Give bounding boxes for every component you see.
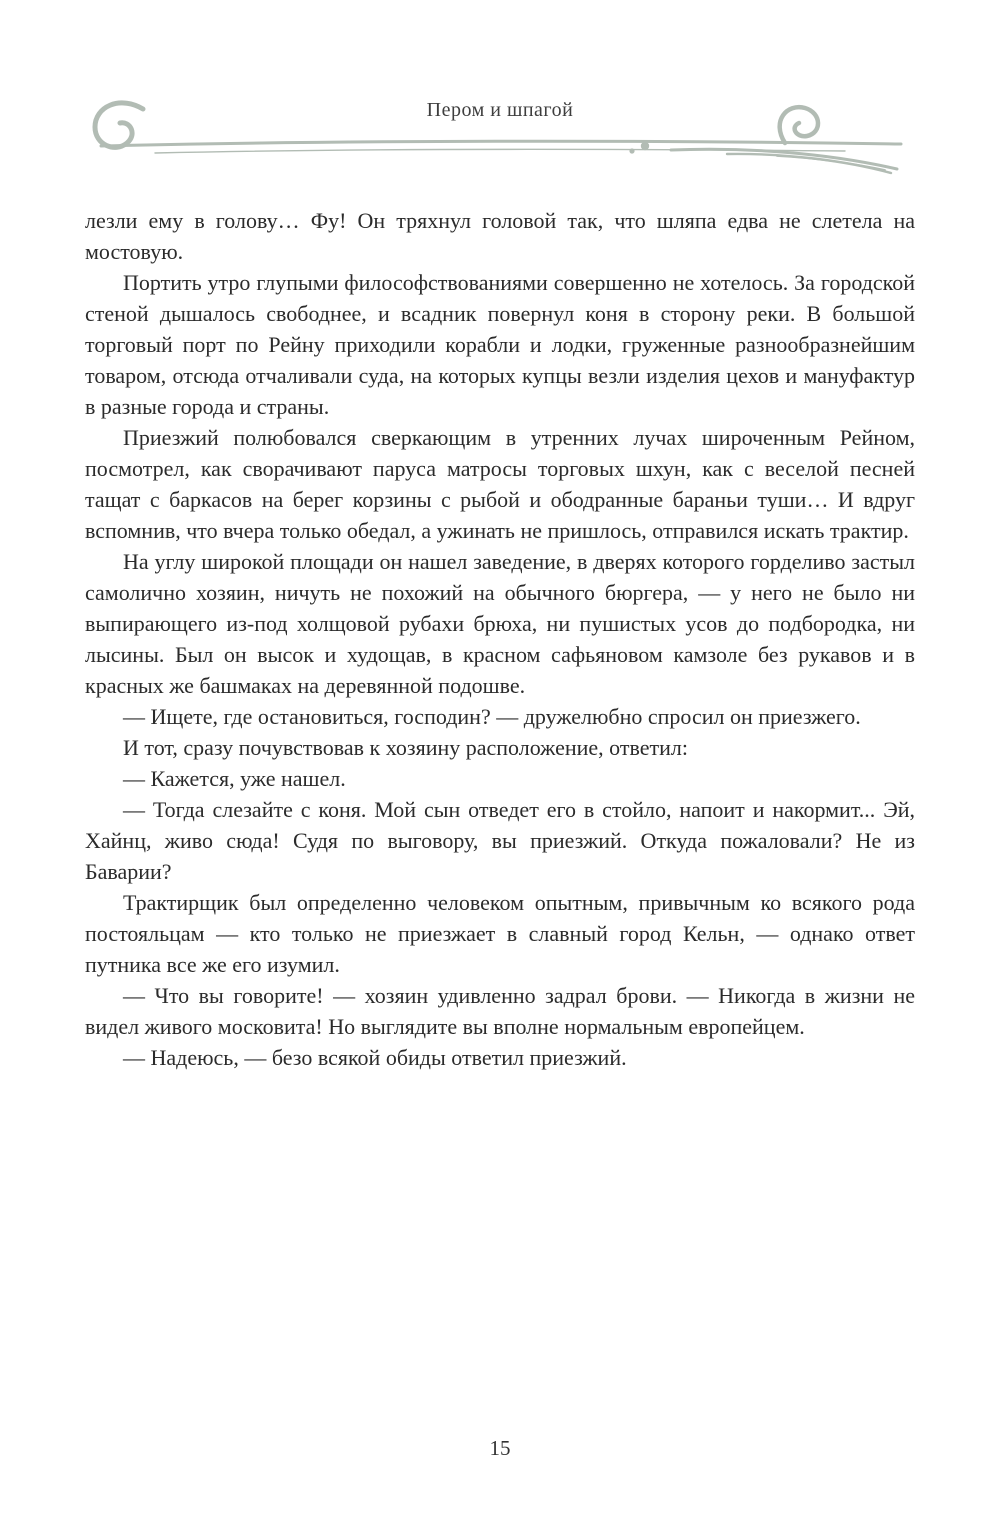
paragraph: — Кажется, уже нашел. (123, 766, 346, 791)
paragraph: На углу широкой площади он нашел заведение, в дверях которого горделиво застыл самолично хозяин, ничуть не похожий на обычного бюргера, — у него не было ни выпирающего из-под холщовой рубахи брюха, ни пушистых усов до подбородка, ни лысины. Был он высок и худощав, в красном сафьяновом камзоле без рукавов и в красных же башмаках на деревянной подошве. (85, 549, 915, 698)
paragraph: Приезжий полюбовался сверкающим в утренних лучах широченным Рейном, посмотрел, как сворачивают паруса матросы торговых шхун, как с веселой песней тащат с баркасов на берег корзины с рыбой и ободранные бараньи туши… И вдруг вспомнив, что вчера только обедал, а ужинать не пришлось, отправился искать трактир. (85, 425, 915, 543)
page-number: 15 (489, 1436, 511, 1460)
page-header (85, 93, 915, 185)
paragraph: — Ищете, где остановиться, господин? — дружелюбно спросил он приезжего. (123, 704, 861, 729)
paragraph: И тот, сразу почувствовав к хозяину расположение, ответил: (123, 735, 688, 760)
text-block (85, 205, 915, 1073)
paragraph: Портить утро глупыми философствованиями совершенно не хотелось. За городской стеной дышалось свободнее, и всадник повернул коня в сторону реки. В большой торговый порт по Рейну приходили корабли и лодки, груженные разнообразнейшим товаром, отсюда отчаливали суда, на которых купцы везли изделия цехов и мануфактур в разные города и страны. (85, 270, 915, 419)
paragraph: — Надеюсь, — безо всякой обиды ответил приезжий. (123, 1045, 627, 1070)
paragraph: лезли ему в голову… Фу! Он тряхнул головой так, что шляпа едва не слетела на мостовую. (85, 208, 915, 264)
paragraph: — Что вы говорите! — хозяин удивленно задрал брови. — Никогда в жизни не видел живого московита! Но выглядите вы вполне нормальным европейцем. (85, 983, 915, 1039)
paragraph: — Тогда слезайте с коня. Мой сын отведет его в стойло, напоит и накормит... Эй, Хайнц, живо сюда! Судя по выговору, вы приезжий. Откуда пожаловали? Не из Баварии? (85, 797, 915, 884)
content-column (85, 93, 915, 1073)
paragraph: Трактирщик был определенно человеком опытным, привычным ко всякого рода постояльцам — кто только не приезжает в славный город Кельн, — однако ответ путника все же его изумил. (85, 890, 915, 977)
running-title: Пером и шпагой (426, 99, 574, 121)
